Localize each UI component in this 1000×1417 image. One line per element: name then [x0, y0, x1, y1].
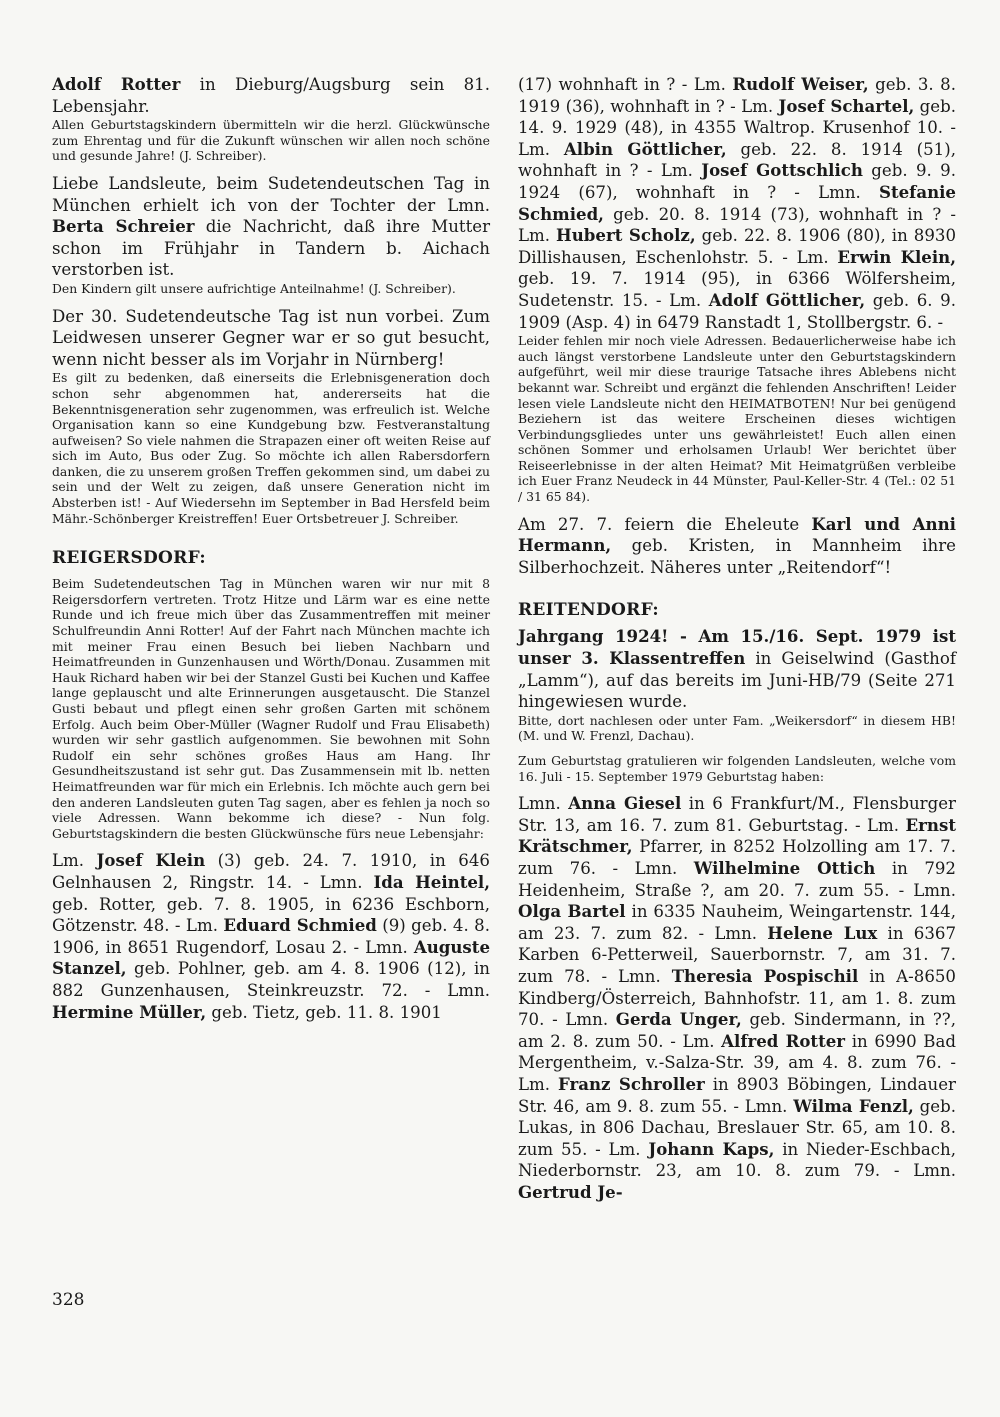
text-run: geb. 20. 8. 1914 (73), wohnhaft in ? - Lm. [518, 204, 956, 246]
name-bold: Olga Bartel [518, 901, 626, 922]
paragraph: Adolf Rotter in Dieburg/Augsburg sein 81. Lebensjahr. [52, 74, 490, 116]
text-run: Lm. [52, 851, 97, 871]
name-bold: Albin Göttlicher, [563, 138, 727, 159]
paragraph: Jahrgang 1924! - Am 15./16. Sept. 1979 ist unser 3. Klassentreffen in Geiselwind (Gasthof „Lamm“), auf das bereits im Juni-HB/79 (Seite 271 hingewiesen wurde. [518, 626, 956, 712]
name-bold: Josef Klein [96, 850, 206, 871]
name-bold: Gertrud Je- [518, 1181, 623, 1202]
name-bold: Ernst Krätschmer, [518, 814, 956, 857]
paragraph: Beim Sudetendeutschen Tag in München waren wir nur mit 8 Reigersdorfern vertreten. Trotz Hitze und Lärm war es eine nette Runde und ich freue mich über das Zusammentreffen mit meiner Schulfreundin Anni Rotter! Auf der Fahrt nach München machte ich mit meiner Frau einen Besuch bei lieben Nachbarn und Heimatfreunden in Gunzenhausen und Wörth/Donau. Zusammen mit Hauk Richard haben wir bei der Stanzel Gusti bei Kuchen und Kaffee lange geplauscht und alte Erinnerungen ausgetauscht. Die Stanzel Gusti bebaut und pflegt einen sehr großen Garten mit schönem Erfolg. Auch beim Ober-Müller (Wagner Rudolf und Frau Elisabeth) wurden wir sehr gastlich aufgenommen. Sie bewohnen mit Sohn Rudolf ein sehr schönes großes Haus am Hang. Ihr Gesundheitszustand ist sehr gut. Das Zusammensein mit lb. netten Heimatfreunden war für mich ein Erlebnis. Ich möchte auch gern bei den anderen Landsleuten guten Tag sagen, aber es fehlen ja noch so viele Adressen. Wann bekomme ich diese? - Nun folg. Geburtstagskindern die besten Glückwünsche fürs neue Lebensjahr: [52, 576, 490, 841]
announcement-bold: Jahrgang 1924! - Am 15./16. Sept. 1979 ist unser 3. Klassentreffen [518, 626, 956, 669]
text-run: in 6990 Bad Mergentheim, v.-Salza-Str. 39, am 4. 8. zum 76. - Lm. [518, 1031, 957, 1094]
text-run: Am 27. 7. feiern die Eheleute [518, 514, 812, 534]
name-bold: Alfred Rotter [721, 1030, 846, 1051]
text-run: geb. Tietz, geb. 11. 8. 1901 [206, 1002, 442, 1022]
text-run: geb. Sindermann, in ??, am 2. 8. zum 50. - Lm. [518, 1010, 956, 1051]
name-bold: Auguste Stanzel, [52, 936, 490, 979]
paragraph: Zum Geburtstag gratulieren wir folgenden Landsleuten, welche vom 16. Juli - 15. September 1979 Geburtstag haben: [518, 753, 956, 784]
text-run: in 6367 Karben 6-Petterweil, Sauerbornstr. 7, am 31. 7. zum 78. - Lmn. [518, 923, 957, 986]
text-run: geb. Pohlner, geb. am 4. 8. 1906 (12), in 882 Gunzenhausen, Steinkreuzstr. 72. - Lmn. [52, 959, 490, 1000]
name-bold: Rudolf Weiser, [732, 74, 869, 94]
section-heading-reitendorf: REITENDORF: [518, 600, 659, 621]
text-run: in 6335 Nauheim, Weingartenstr. 144, am 23. 7. zum 82. - Lmn. [518, 902, 956, 943]
paragraph [518, 514, 956, 579]
name-bold: Hubert Scholz, [556, 225, 696, 246]
text-run: in 6 Frankfurt/M., Flensburger Str. 13, am 16. 7. zum 81. Geburtstag. - Lm. [518, 794, 956, 835]
name-bold: Stefanie Schmied, [518, 181, 956, 224]
birthday-list [518, 793, 956, 1203]
paragraph: Leider fehlen mir noch viele Adressen. Bedauerlicherweise habe ich auch längst verstorbene Landsleute unter den Geburtstagskindern aufgeführt, weil mir diese traurige Tatsache ihres Ablebens nicht bekannt war. Schreibt und ergänzt die fehlenden Anschriften! Leider lesen viele Landsleute nicht den HEIMATBOTEN! Nur bei genügend Beziehern ist das weitere Erscheinen dieses wichtigen Verbindungsgliedes unter uns gewährleistet! Euch allen einen schönen Sommer und erholsamen Urlaub! Wer berichtet über Reiseerlebnisse in der alten Heimat? Mit Heimatgrüßen verbleibe ich Euer Franz Neudeck in 44 Münster, Paul-Keller-Str. 4 (Tel.: 02 51 / 31 65 84). [518, 333, 956, 505]
paragraph: Es gilt zu bedenken, daß einerseits die Erlebnisgeneration doch schon sehr abgenommen hat, andererseits hat die Bekenntnisgeneration sehr zugenommen, was erfreulich ist. Welche Organisation kann so eine Kundgebung bzw. Festveranstaltung aufweisen? So viele nahmen die Strapazen einer oft weiten Reise auf sich im Auto, Bus oder Zug. So möchte ich allen Rabersdorfern danken, die zu unserem großen Treffen gekommen sind, um dabei zu sein und der Welt zu zeigen, daß unsere Generation nicht im Absterben ist! - Auf Wiedersehn im September in Bad Hersfeld beim Mähr.-Schönberger Kreistreffen! Euer Ortsbetreuer J. Schreiber. [52, 370, 490, 526]
text-run: geb. 22. 8. 1906 (80), in 8930 Dillishausen, Eschenlohstr. 5. - Lm. [518, 226, 956, 267]
text-run: (17) wohnhaft in ? - Lm. [518, 75, 733, 94]
text-run: geb. 14. 9. 1929 (48), in 4355 Waltrop. Krusenhof 10. - Lm. [518, 96, 956, 159]
name-bold: Adolf Rotter [52, 74, 181, 94]
paragraph: Liebe Landsleute, beim Sudetendeutschen Tag in München erhielt ich von der Tochter der Lmn. Berta Schreier die Nachricht, daß ihre Mutter schon im Frühjahr in Tandern b. Aichach verstorben ist. [52, 173, 490, 280]
name-bold: Eduard Schmied [223, 915, 377, 936]
name-bold: Johann Kaps, [648, 1138, 775, 1159]
name-bold: Hermine Müller, [52, 1001, 207, 1022]
text-run: in Nieder-Eschbach, Niederbornstr. 23, am 10. 8. zum 79. - Lmn. [518, 1139, 956, 1181]
name-bold: Berta Schreier [52, 216, 195, 237]
page [52, 74, 958, 1374]
text-run: geb. 6. 9. 1909 (Asp. 4) in 6479 Ranstadt 1, Stollbergstr. 6. - [518, 290, 957, 332]
left-column [52, 74, 490, 1023]
name-bold: Ida Heintel, [373, 871, 490, 892]
text-run: in 8903 Böbingen, Lindauer Str. 46, am 9. 8. zum 55. - Lmn. [518, 1074, 956, 1116]
right-column [518, 74, 956, 1203]
name-bold: Theresia Pospischil [671, 965, 859, 986]
name-bold: Josef Gottschlich [701, 160, 863, 181]
name-bold: Wilhelmine Ottich [693, 857, 876, 878]
page-number: 328 [52, 1290, 85, 1310]
name-bold: Wilma Fenzl, [793, 1095, 914, 1116]
text-run: geb. 3. 8. 1919 (36), wohnhaft in ? - Lm. [518, 75, 956, 116]
text-run: in 792 Heidenheim, Straße ?, am 20. 7. zum 55. - Lmn. [518, 858, 956, 900]
name-bold: Erwin Klein, [837, 246, 956, 267]
paragraph: Der 30. Sudetendeutsche Tag ist nun vorbei. Zum Leidwesen unserer Gegner war er so gut besucht, wenn nicht besser als im Vorjahr in Nürnberg! [52, 306, 490, 369]
birthday-list [518, 74, 956, 333]
text-run: (3) geb. 24. 7. 1910, in 646 Gelnhausen 2, Ringstr. 14. - Lmn. [52, 851, 490, 892]
text-run: in A-8650 Kindberg/Österreich, Bahnhofstr. 11, am 1. 8. zum 70. - Lmn. [518, 966, 956, 1030]
name-bold: Gerda Unger, [615, 1009, 742, 1030]
paragraph: Bitte, dort nachlesen oder unter Fam. „Weikersdorf“ in diesem HB! (M. und W. Frenzl, Dachau). [518, 712, 956, 744]
name-bold: Josef Schartel, [778, 95, 915, 116]
text-run: geb. Rotter, geb. 7. 8. 1905, in 6236 Eschborn, Götzenstr. 48. - Lm. [52, 894, 490, 936]
text-run: geb. 19. 7. 1914 (95), in 6366 Wölfersheim, Sudetenstr. 15. - Lm. [518, 269, 956, 310]
birthday-list [52, 850, 490, 1023]
text-run: Pfarrer, in 8252 Holzolling am 17. 7. zum 76. - Lmn. [518, 837, 956, 878]
text-run: geb. 9. 9. 1924 (67), wohnhaft in ? - Lmn. [518, 161, 957, 202]
name-bold: Adolf Göttlicher, [708, 289, 866, 310]
text-run: geb. 22. 8. 1914 (51), wohnhaft in ? - Lm. [518, 139, 956, 181]
section-heading-reigersdorf: REIGERSDORF: [52, 548, 206, 569]
name-bold: Anna Giesel [568, 793, 682, 814]
name-bold: Franz Schroller [557, 1073, 705, 1094]
text-run: geb. Kristen, in Mannheim ihre Silberhochzeit. Näheres unter „Reitendorf“! [518, 536, 956, 577]
name-bold: Helene Lux [767, 922, 878, 943]
text-run: geb. Lukas, in 806 Dachau, Breslauer Str. 65, am 10. 8. zum 55. - Lm. [518, 1096, 956, 1159]
paragraph: Allen Geburtstagskindern übermitteln wir die herzl. Glückwünsche zum Ehrentag und für die Zukunft wünschen wir allen noch schöne und gesunde Jahre! (J. Schreiber). [52, 117, 490, 164]
name-bold: Karl und Anni Hermann, [518, 513, 956, 556]
text-run: Lmn. [518, 794, 569, 814]
text-run: (9) geb. 4. 8. 1906, in 8651 Rugendorf, Losau 2. - Lmn. [52, 916, 490, 957]
paragraph: Den Kindern gilt unsere aufrichtige Anteilnahme! (J. Schreiber). [52, 280, 456, 296]
